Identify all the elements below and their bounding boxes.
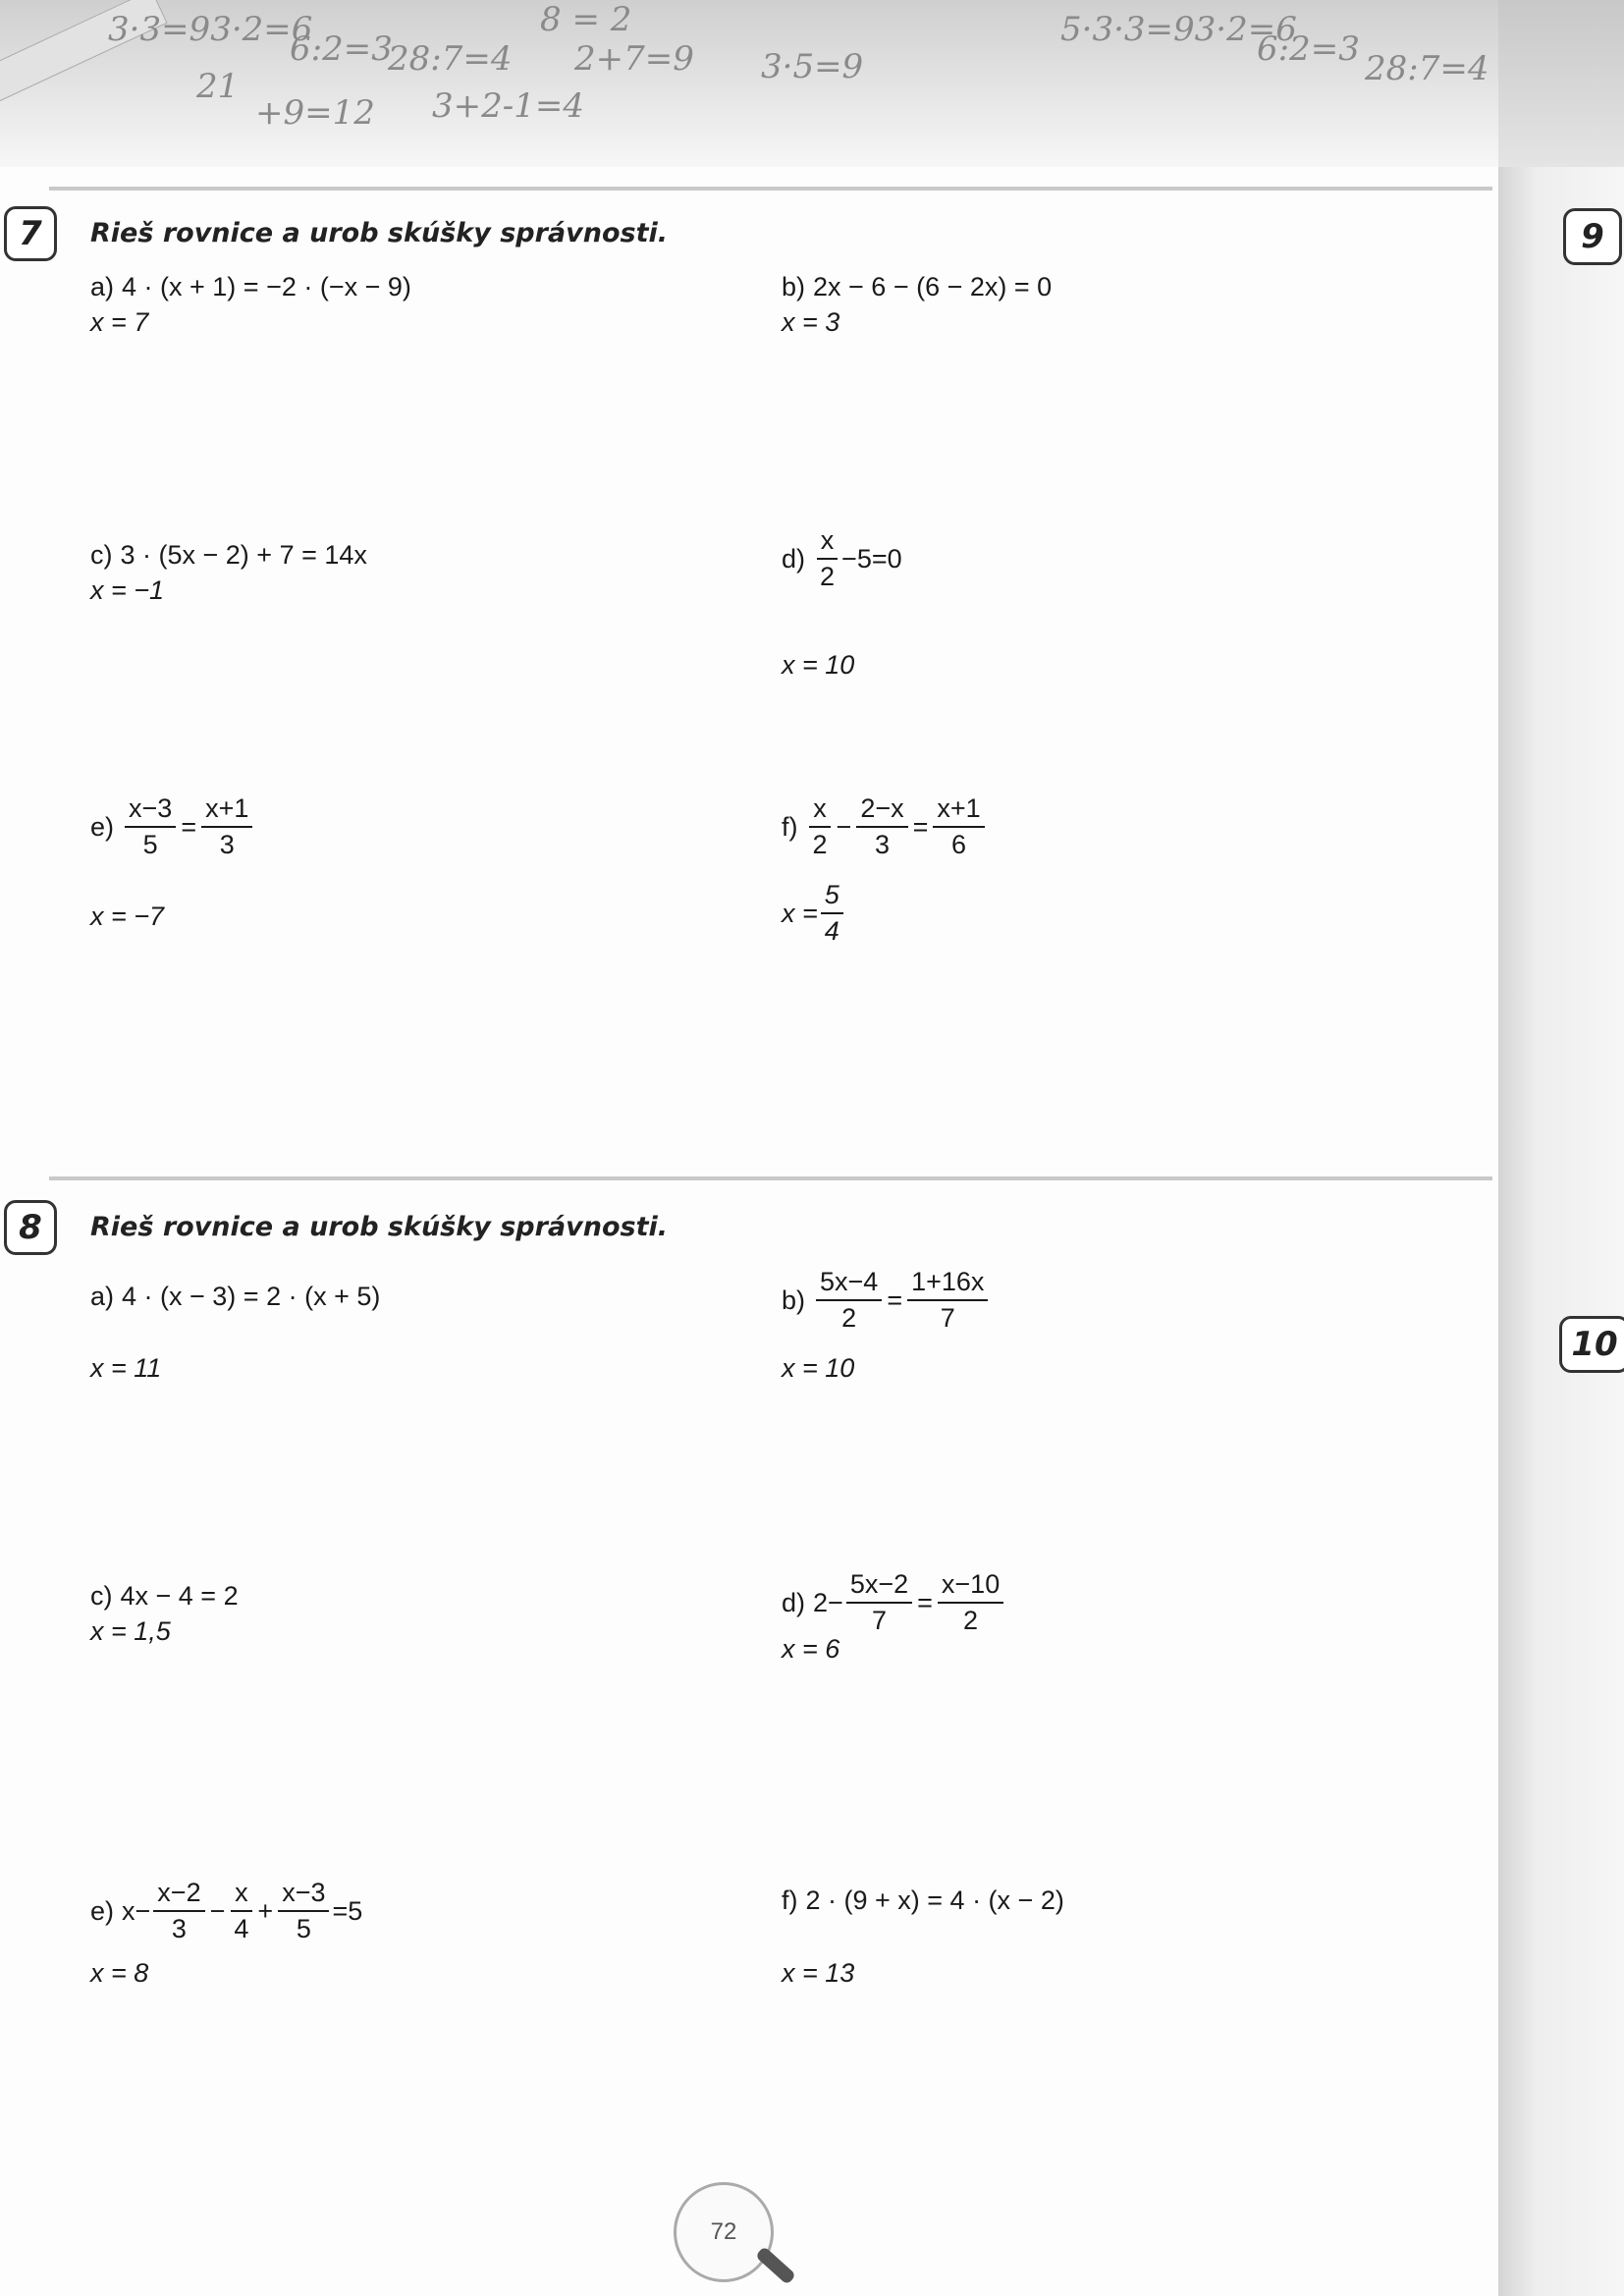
numerator: 2−x bbox=[856, 793, 907, 828]
task-7c-equation bbox=[90, 540, 367, 571]
denominator: 2 bbox=[963, 1606, 979, 1636]
task-8a-answer: x = 11 bbox=[90, 1353, 162, 1383]
item-label: c) bbox=[90, 1581, 113, 1611]
task-8-title: Rieš rovnice a urob skúšky správnosti. bbox=[90, 1212, 668, 1242]
header-doodle: +9=12 bbox=[255, 93, 375, 133]
task-number-8: 8 bbox=[4, 1200, 57, 1255]
denominator: 3 bbox=[171, 1914, 187, 1944]
fraction bbox=[907, 1267, 988, 1334]
minus-sign: − bbox=[209, 1895, 226, 1926]
equation-text: 4 · (x − 3) = 2 · (x + 5) bbox=[122, 1282, 381, 1311]
fraction bbox=[816, 1267, 882, 1334]
fraction bbox=[230, 1878, 252, 1944]
fraction bbox=[201, 793, 252, 860]
equation-text: 4 · (x + 1) = −2 · (−x − 9) bbox=[122, 272, 411, 301]
denominator: 5 bbox=[142, 830, 158, 860]
task-7a-equation bbox=[90, 272, 411, 302]
numerator: x−3 bbox=[125, 793, 176, 828]
item-label: d) bbox=[782, 1587, 806, 1617]
task-8b-answer: x = 10 bbox=[782, 1353, 855, 1383]
item-label: e) bbox=[90, 811, 115, 842]
denominator: 4 bbox=[234, 1914, 249, 1944]
task-8b-equation bbox=[782, 1267, 991, 1334]
numerator: 5x−2 bbox=[846, 1569, 912, 1604]
numerator: x−3 bbox=[278, 1878, 329, 1912]
numerator: 5 bbox=[821, 880, 843, 914]
page-spine bbox=[1498, 0, 1624, 2296]
equation-text: 4x − 4 = 2 bbox=[120, 1581, 239, 1611]
equals-sign: = bbox=[912, 811, 929, 842]
task-7f-equation bbox=[782, 793, 988, 860]
fraction bbox=[125, 793, 176, 860]
header-doodle: 6:2=3 bbox=[1257, 29, 1360, 69]
task-7-title: Rieš rovnice a urob skúšky správnosti. bbox=[90, 218, 668, 248]
task-8d-answer: x = 6 bbox=[782, 1634, 840, 1664]
item-label: b) bbox=[782, 1285, 806, 1315]
task-7e-answer: x = −7 bbox=[90, 902, 165, 931]
item-label: d) bbox=[782, 543, 806, 574]
item-label: e) bbox=[90, 1895, 115, 1926]
task-8e-equation bbox=[90, 1878, 362, 1944]
item-label: a) bbox=[90, 272, 115, 301]
numerator: x+1 bbox=[933, 793, 984, 828]
numerator: x bbox=[231, 1878, 252, 1912]
denominator: 5 bbox=[296, 1914, 311, 1944]
denominator: 2 bbox=[841, 1303, 857, 1334]
task-7d-answer: x = 10 bbox=[782, 650, 855, 680]
task-7f-answer bbox=[782, 880, 846, 947]
header-doodle: 2+7=9 bbox=[574, 39, 694, 79]
item-label: c) bbox=[90, 540, 113, 570]
task-8f-answer: x = 13 bbox=[782, 1958, 855, 1988]
item-label: a) bbox=[90, 1282, 115, 1311]
header-doodle: 3·3=93·2=6 bbox=[108, 10, 313, 49]
equation-rest: −5=0 bbox=[841, 543, 902, 574]
fraction bbox=[933, 793, 984, 860]
fraction bbox=[938, 1569, 1003, 1636]
task-8e-answer: x = 8 bbox=[90, 1958, 149, 1988]
fraction bbox=[809, 793, 832, 860]
equation-text: 2 · (9 + x) = 4 · (x − 2) bbox=[805, 1886, 1064, 1915]
plus-sign: + bbox=[257, 1895, 274, 1926]
header-doodle: 28:7=4 bbox=[388, 39, 513, 79]
header-doodle: 21 bbox=[196, 67, 240, 106]
header-doodle: 28:7=4 bbox=[1365, 49, 1489, 88]
numerator: 1+16x bbox=[907, 1267, 988, 1301]
denominator: 2 bbox=[820, 562, 836, 592]
fraction bbox=[153, 1878, 204, 1944]
denominator: 7 bbox=[940, 1303, 955, 1334]
denominator: 6 bbox=[951, 830, 967, 860]
denominator: 2 bbox=[812, 830, 828, 860]
numerator: x−10 bbox=[938, 1569, 1003, 1604]
task-8a-equation bbox=[90, 1282, 380, 1312]
equation-rest: =5 bbox=[332, 1895, 363, 1926]
task-8d-equation bbox=[782, 1569, 1006, 1636]
page-spine-header bbox=[1498, 0, 1624, 167]
fraction bbox=[278, 1878, 329, 1944]
equals-sign: = bbox=[917, 1587, 933, 1617]
equals-sign: = bbox=[887, 1285, 903, 1315]
denominator: 7 bbox=[871, 1606, 887, 1636]
numerator: x−2 bbox=[153, 1878, 204, 1912]
answer-prefix: x = bbox=[782, 898, 818, 928]
fraction bbox=[816, 525, 839, 592]
task-7b-answer: x = 3 bbox=[782, 307, 840, 337]
equation-prefix: x− bbox=[122, 1895, 151, 1926]
task-8f-equation bbox=[782, 1886, 1064, 1916]
header-doodle: 5·3·3=93·2=6 bbox=[1060, 10, 1297, 49]
task-number-7: 7 bbox=[4, 206, 57, 261]
equation-text: 3 · (5x − 2) + 7 = 14x bbox=[120, 540, 367, 570]
side-task-number-10: 10 bbox=[1559, 1316, 1624, 1373]
fraction bbox=[846, 1569, 912, 1636]
section-divider bbox=[49, 1176, 1492, 1180]
header-doodle: 8 = 2 bbox=[540, 0, 632, 39]
task-7a-answer: x = 7 bbox=[90, 307, 149, 337]
equals-sign: = bbox=[181, 811, 197, 842]
header-band bbox=[0, 0, 1502, 167]
item-label: b) bbox=[782, 272, 806, 301]
header-doodle: 6:2=3 bbox=[290, 29, 393, 69]
numerator: x bbox=[809, 793, 831, 828]
task-8c-answer: x = 1,5 bbox=[90, 1616, 171, 1646]
task-7c-answer: x = −1 bbox=[90, 575, 165, 605]
equation-prefix: 2− bbox=[813, 1587, 843, 1617]
task-7d-equation bbox=[782, 525, 902, 592]
page-number-magnifier: 72 bbox=[674, 2182, 774, 2282]
header-doodle: 3+2-1=4 bbox=[432, 86, 584, 126]
magnifier-handle-icon bbox=[755, 2246, 796, 2285]
item-label: f) bbox=[782, 811, 798, 842]
numerator: 5x−4 bbox=[816, 1267, 882, 1301]
side-task-number-9: 9 bbox=[1563, 208, 1622, 265]
task-7e-equation bbox=[90, 793, 255, 860]
item-label: f) bbox=[782, 1886, 798, 1915]
numerator: x+1 bbox=[201, 793, 252, 828]
equation-text: 2x − 6 − (6 − 2x) = 0 bbox=[813, 272, 1053, 301]
task-8c-equation bbox=[90, 1581, 239, 1612]
section-divider bbox=[49, 187, 1492, 191]
denominator: 3 bbox=[219, 830, 235, 860]
answer-fraction bbox=[821, 880, 843, 947]
minus-sign: − bbox=[836, 811, 852, 842]
denominator: 3 bbox=[874, 830, 890, 860]
denominator: 4 bbox=[824, 916, 839, 947]
task-7b-equation bbox=[782, 272, 1052, 302]
numerator: x bbox=[817, 525, 839, 560]
header-doodle: 3·5=9 bbox=[761, 47, 864, 86]
fraction bbox=[856, 793, 907, 860]
